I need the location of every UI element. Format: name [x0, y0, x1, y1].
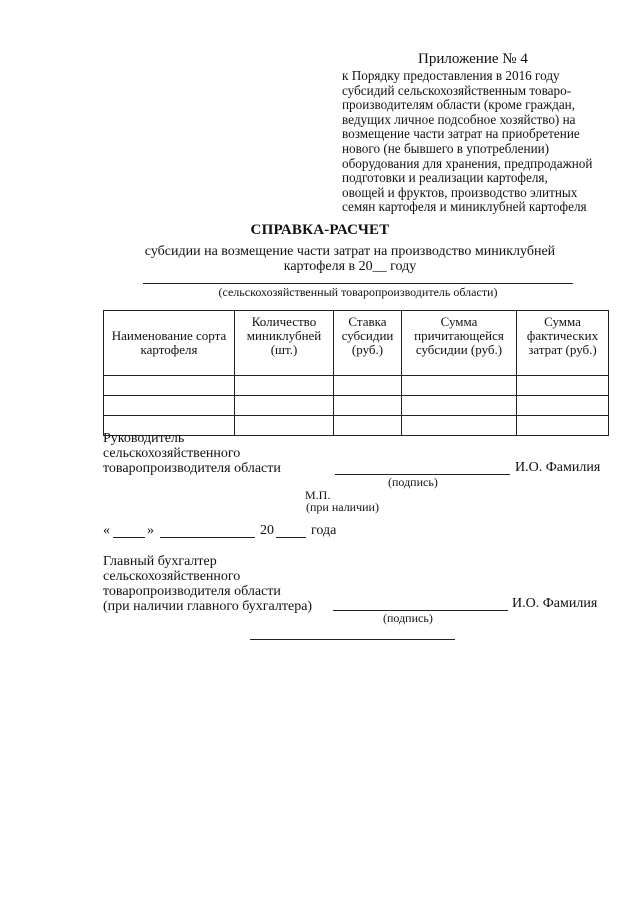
date-year-prefix: 20 [260, 523, 274, 538]
stamp-label: М.П. [305, 488, 331, 502]
appendix-line: производителям области (кроме граждан, [342, 97, 576, 113]
table-cell[interactable] [104, 376, 235, 396]
producer-caption: (сельскохозяйственный товаропроизводитель области) [218, 285, 498, 299]
appendix-line: к Порядку предоставления в 2016 году [342, 68, 560, 83]
appendix-line: ведущих личное подсобное хозяйство) на [342, 111, 576, 127]
document-subtitle [100, 244, 600, 274]
head-label-line-3: товаропроизводителя области [103, 461, 281, 476]
head-label [103, 431, 281, 476]
table-cell[interactable] [104, 396, 235, 416]
table-header-row [104, 311, 609, 376]
head-label-line-1: Руководитель [103, 431, 185, 446]
appendix-title: Приложение № 4 [418, 51, 528, 67]
table-cell[interactable] [402, 376, 517, 396]
appendix-line: семян картофеля и миниклубней картофеля [342, 199, 587, 215]
subtitle-line-2: картофеля в 20__ году [283, 259, 417, 274]
date-month-field[interactable] [160, 537, 255, 538]
stamp-note: (при наличии) [306, 500, 379, 514]
accountant-label [103, 554, 312, 614]
date-close-quote: » [147, 523, 154, 538]
date-year-field[interactable] [276, 537, 306, 538]
appendix-line: подготовки и реализации картофеля, [342, 170, 548, 186]
header-variety: Наименование сорта картофеля [104, 311, 235, 376]
table-cell[interactable] [402, 416, 517, 436]
subtitle-line-1: субсидии на возмещение части затрат на производство миниклубней [144, 244, 556, 259]
header-rate: Ставка субсидии (руб.) [334, 311, 402, 376]
appendix-line: нового (не бывшего в употреблении) [342, 140, 550, 156]
appendix-line: субсидий сельскохозяйственным товаро- [342, 82, 572, 98]
appendix-text [342, 69, 622, 215]
table-row [104, 396, 609, 416]
accountant-label-line-3: товаропроизводителя области [103, 584, 281, 599]
date-day-field[interactable] [113, 537, 145, 538]
header-subsidy-amount: Сумма причитающейся субсидии (руб.) [402, 311, 517, 376]
document-title: СПРАВКА-РАСЧЕТ [250, 222, 390, 238]
header-actual-costs: Сумма фактических затрат (руб.) [517, 311, 609, 376]
header-quantity: Количество миниклубней (шт.) [235, 311, 334, 376]
date-year-suffix: года [311, 523, 337, 538]
table-cell[interactable] [334, 396, 402, 416]
accountant-label-line-1: Главный бухгалтер [103, 554, 217, 569]
table-cell[interactable] [517, 396, 609, 416]
table-row [104, 376, 609, 396]
date-open-quote: « [103, 523, 110, 538]
head-label-line-2: сельскохозяйственного [103, 446, 241, 461]
accountant-label-line-2: сельскохозяйственного [103, 569, 241, 584]
head-signature-caption: (подпись) [388, 475, 438, 489]
calculation-table [103, 310, 609, 436]
appendix-line: возмещение части затрат на приобретение [342, 126, 580, 142]
accountant-signature-caption: (подпись) [383, 611, 433, 625]
appendix-line: овощей и фруктов, производство элитных [342, 184, 578, 200]
table-cell[interactable] [235, 376, 334, 396]
table-cell[interactable] [334, 376, 402, 396]
head-name: И.О. Фамилия [515, 460, 601, 475]
accountant-label-line-4: (при наличии главного бухгалтера) [103, 599, 313, 614]
producer-name-field[interactable] [143, 283, 573, 284]
appendix-line: оборудования для хранения, предпродажной [342, 155, 593, 171]
table-cell[interactable] [235, 396, 334, 416]
footer-divider [250, 639, 455, 640]
accountant-name: И.О. Фамилия [512, 596, 598, 611]
table-cell[interactable] [517, 416, 609, 436]
table-cell[interactable] [517, 376, 609, 396]
table-cell[interactable] [402, 396, 517, 416]
table-cell[interactable] [334, 416, 402, 436]
